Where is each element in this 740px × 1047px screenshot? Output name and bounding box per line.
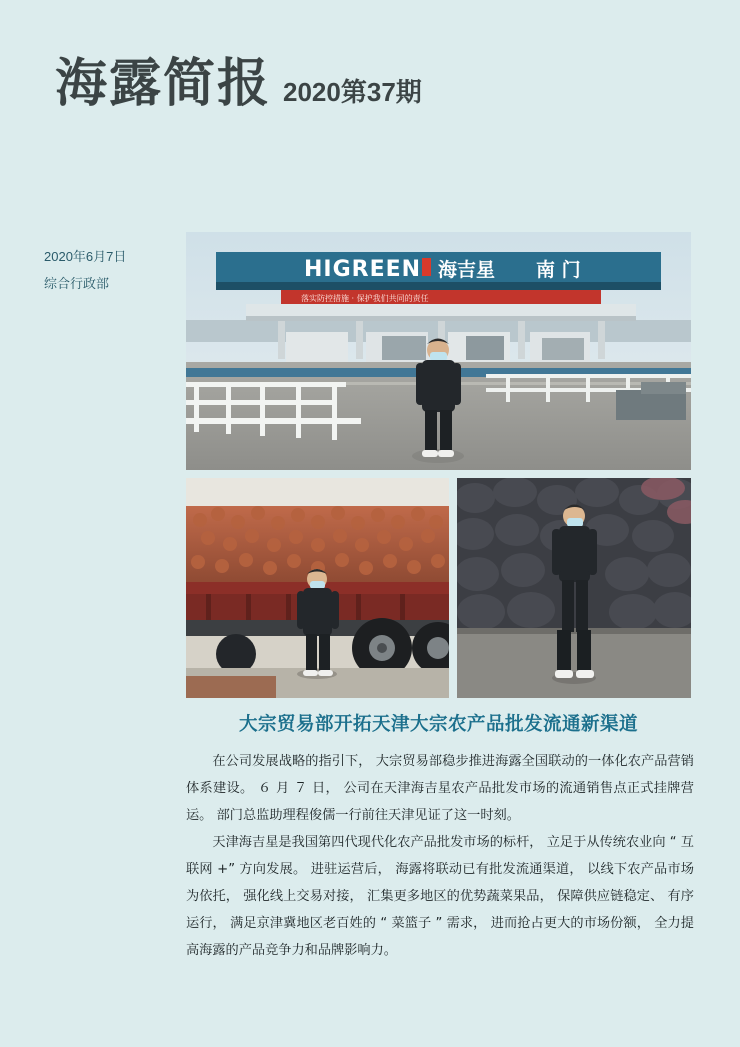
gate-photo <box>186 232 691 470</box>
svg-text:HIGREEN: HIGREEN <box>304 257 422 282</box>
svg-text:落实防控措施 · 保护我们共同的责任: 落实防控措施 · 保护我们共同的责任 <box>301 294 429 303</box>
masthead <box>55 54 422 114</box>
publish-date: 2020年6月7日 <box>44 249 127 264</box>
department-name: 综合行政部 <box>44 276 110 292</box>
article-paragraph: 在公司发展战略的指引下， 大宗贸易部稳步推进海露全国联动的一体化农产品营销体系建设。 ６ 月 ７ 日， 公司在天津海吉星农产品批发市场的流通销售点正式挂牌营运。 部门总监助理程俊儒一行前往天津见证了这一时刻。 <box>186 754 694 824</box>
article-body <box>186 748 694 965</box>
svg-text:海吉星: 海吉星 <box>438 259 496 281</box>
onion-truck-photo <box>186 478 449 698</box>
document-meta <box>44 243 174 298</box>
svg-text:南 门: 南 门 <box>536 259 581 281</box>
page-title: 海露简报 <box>55 54 272 114</box>
article-paragraph: 天津海吉星是我国第四代现代化农产品批发市场的标杆， 立足于从传统农业向 “ 互联网 +” 方向发展。 进驻运营后， 海露将联动已有批发流通渠道， 以线下农产品市场为依托， 强化线上交易对接， 汇集更多地区的优势蔬菜果品， 保障供应链稳定、 有序运行， 满足京津冀地区老百姓的 “ 菜篮子 ” 需求， 进而抢占更大的市场份额， 全力提高海露的产品竞争力和品牌影响力。 <box>186 835 694 959</box>
article-headline: 大宗贸易部开拓天津大宗农产品批发流通新渠道 <box>238 714 638 735</box>
issue-number: 2020第37期 <box>283 77 422 107</box>
produce-bags-photo <box>457 478 691 698</box>
